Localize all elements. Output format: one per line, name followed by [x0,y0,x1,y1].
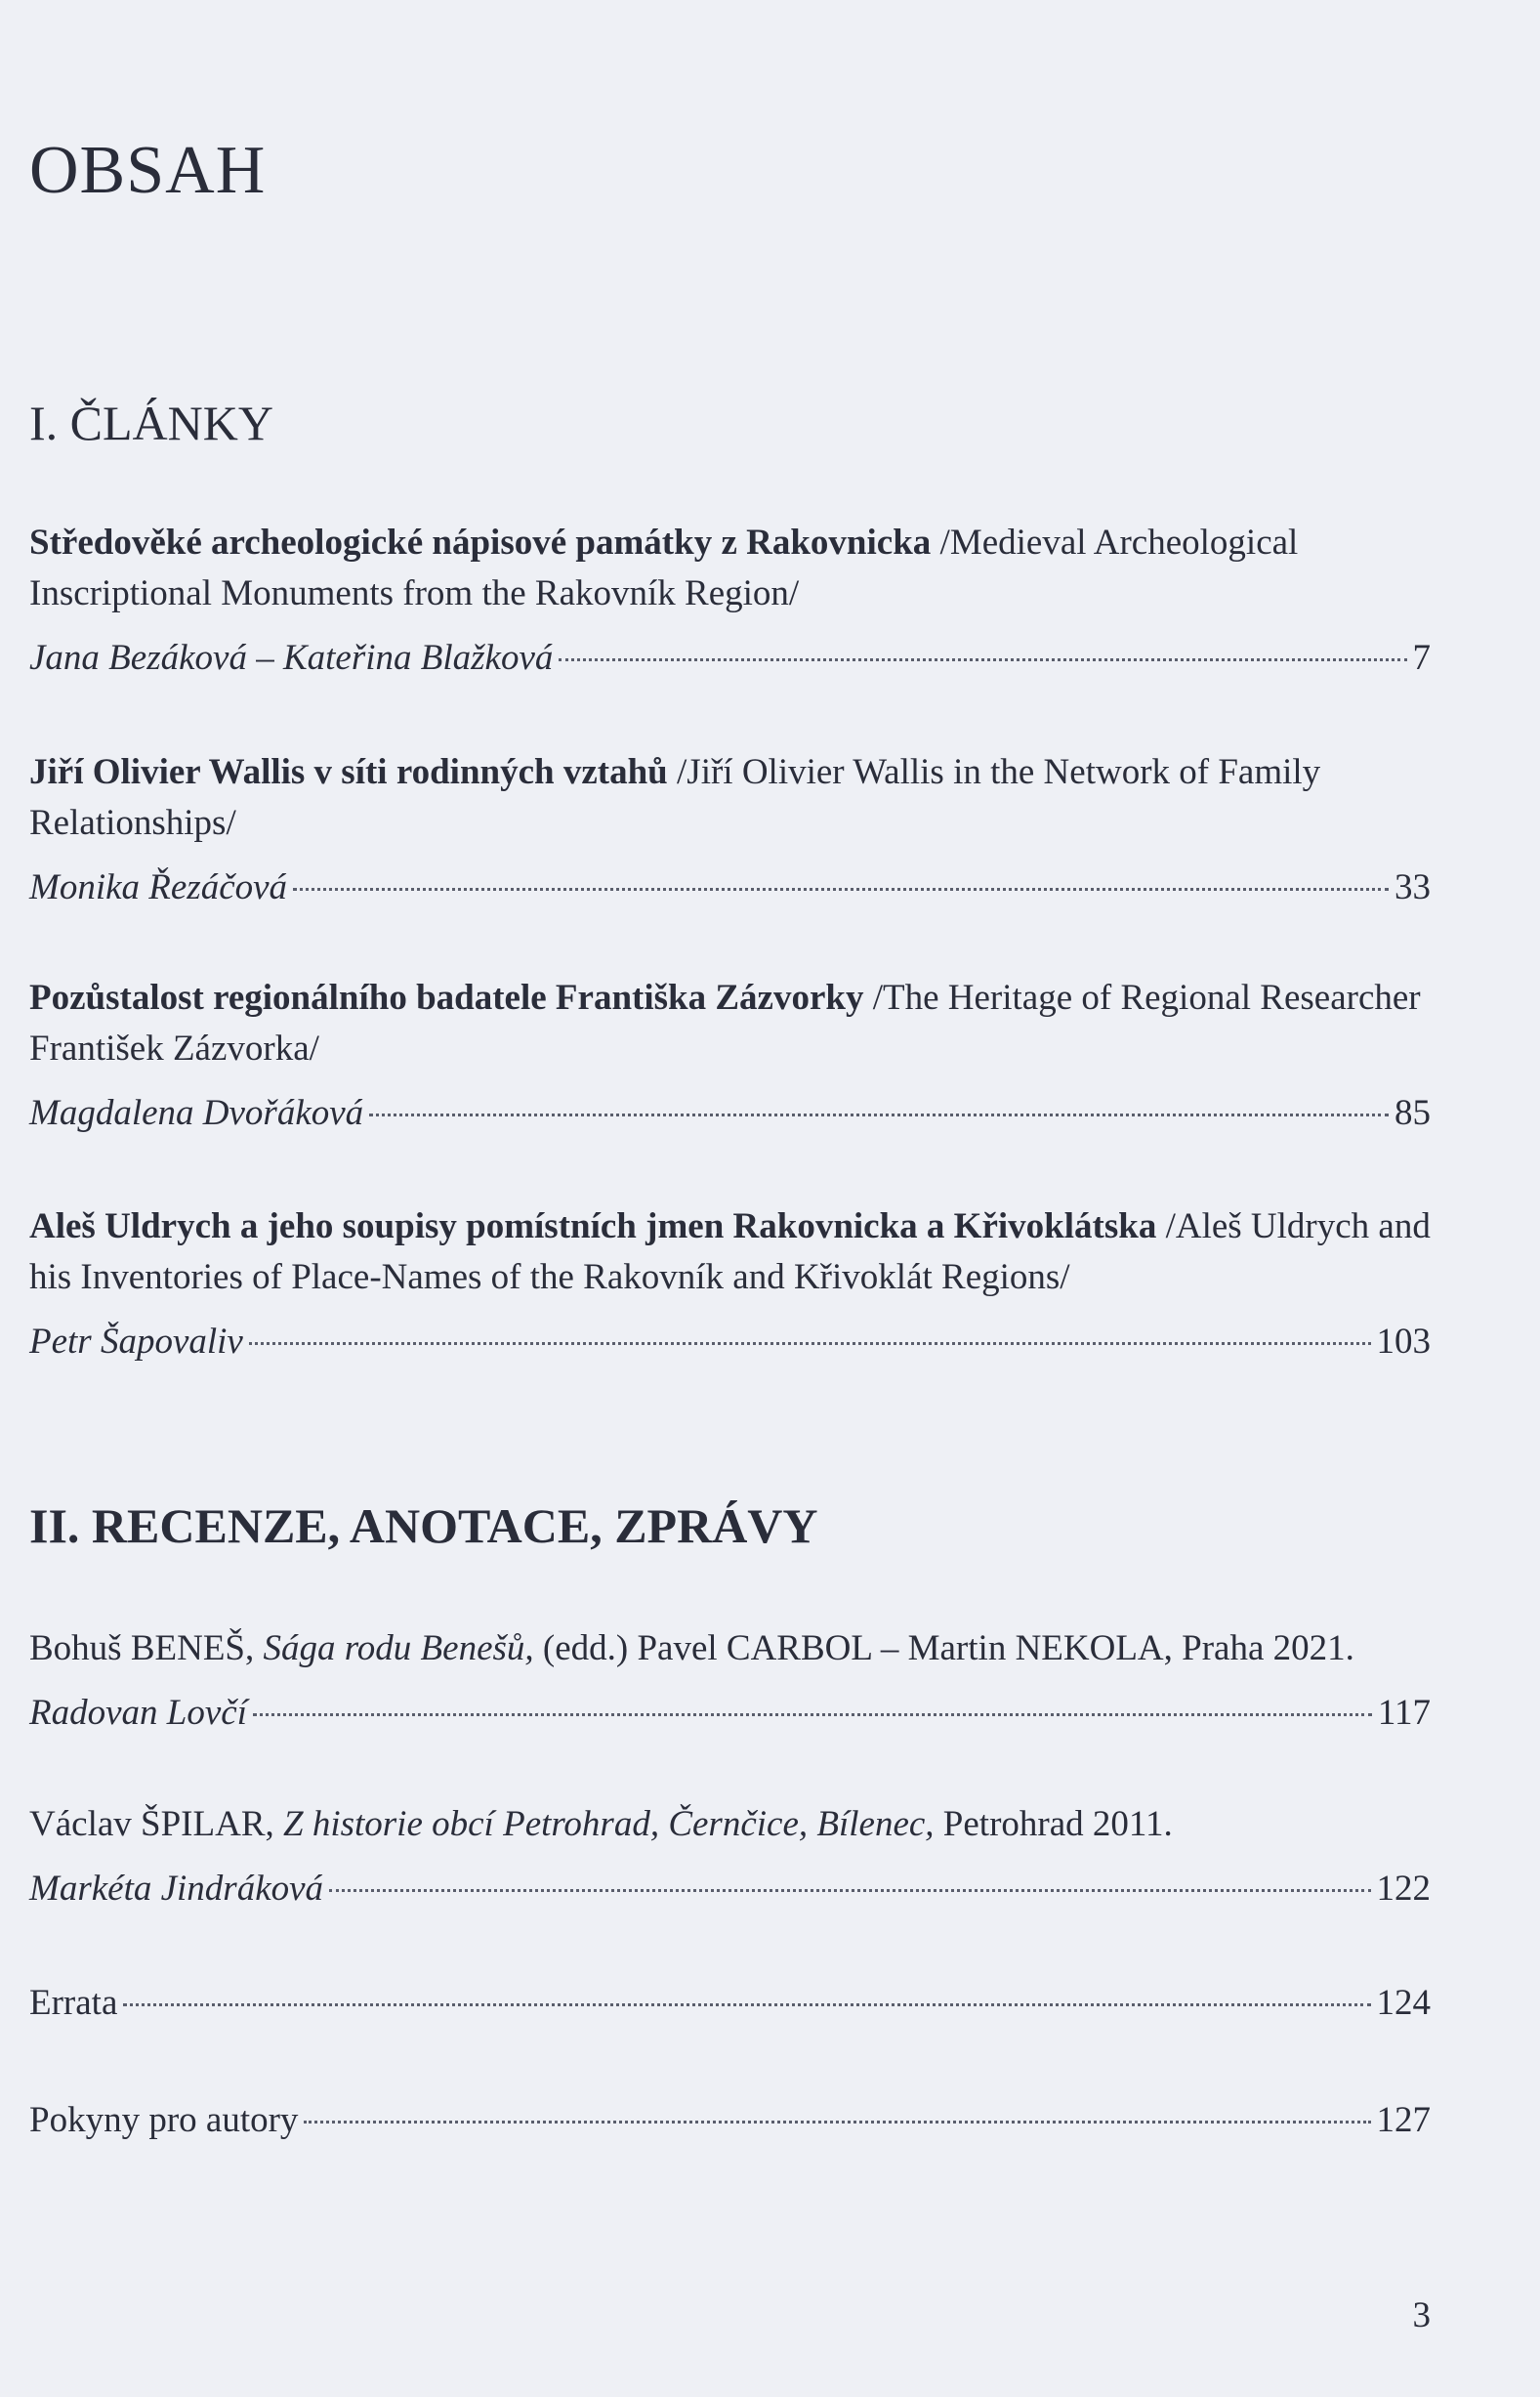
entry-subtitle: /Jiří Olivier Wallis in the Network of Family Relationships/ [29,752,1321,843]
review-publication: (edd.) Pavel CARBOL – Martin NEKOLA, Praha 2021. [533,1628,1354,1668]
entry-author: Jana Bezáková – Kateřina Blažková [29,638,554,678]
leader-dots [123,2003,1370,2006]
entry-page: 103 [1376,1322,1431,1362]
entry-author-line [29,1864,1431,1914]
toc-entry [29,518,1436,684]
section-heading-reviews: II. RECENZE, ANOTACE, ZPRÁVY [29,1498,818,1553]
review-author-name: Bohuš BENEŠ, [29,1628,264,1668]
extra-line [29,2095,1431,2146]
entry-title-bold: Jiří Olivier Wallis v síti rodinných vztahů [29,752,668,792]
entry-title [29,518,1436,619]
entry-page: 124 [1376,1983,1431,2023]
leader-dots [249,1342,1371,1345]
entry-author: Magdalena Dvořáková [29,1093,364,1133]
entry-subtitle: /The Heritage of Regional Researcher František Zázvorka/ [29,978,1421,1069]
review-book-title: Sága rodu Benešů, [263,1628,534,1668]
entry-author-line [29,1088,1431,1139]
leader-dots [559,658,1406,661]
extra-label: Errata [29,1983,118,2023]
leader-dots [304,2121,1370,2124]
toc-entry [29,747,1436,913]
review-publication: Petrohrad 2011. [934,1804,1173,1844]
entry-page: 117 [1377,1693,1431,1733]
entry-author: Petr Šapovaliv [29,1322,243,1362]
entry-page: 85 [1394,1093,1431,1133]
entry-title-bold: Pozůstalost regionálního badatele Františka Zázvorky [29,978,864,1018]
leader-dots [293,888,1389,891]
toc-entry [29,973,1436,1139]
entry-author-line [29,1688,1431,1739]
entry-author-line [29,633,1431,684]
entry-subtitle: /Aleš Uldrych and his Inventories of Place-Names of the Rakovník and Křivoklát Regions/ [29,1206,1431,1297]
page-number: 3 [1412,2295,1431,2335]
entry-title [29,1201,1436,1303]
entry-page: 33 [1394,867,1431,907]
entry-author-line [29,862,1431,913]
entry-title [29,747,1436,849]
entry-page: 127 [1376,2100,1431,2140]
entry-page: 122 [1376,1869,1431,1909]
review-citation [29,1623,1436,1674]
review-author-name: Václav ŠPILAR, [29,1804,283,1844]
entry-title [29,973,1436,1074]
entry-title-bold: Středověké archeologické nápisové památky z Rakovnicka [29,523,932,563]
reviewer: Radovan Lovčí [29,1693,247,1733]
entry-page: 7 [1412,638,1431,678]
review-book-title: Z historie obcí Petrohrad, Černčice, Bílenec, [283,1804,935,1844]
toc-entry [29,1201,1436,1367]
entry-author-line [29,1317,1431,1367]
section-heading-articles: I. ČLÁNKY [29,396,273,450]
leader-dots [329,1889,1370,1892]
entry-subtitle: /Medieval Archeological Inscriptional Monuments from the Rakovník Region/ [29,523,1299,613]
entry-author: Monika Řezáčová [29,867,288,907]
reviewer: Markéta Jindráková [29,1869,324,1909]
leader-dots [253,1713,1372,1716]
entry-title-bold: Aleš Uldrych a jeho soupisy pomístních jmen Rakovnicka a Křivoklátska [29,1206,1157,1246]
toc-extra-entry [29,1978,1436,2029]
review-entry [29,1623,1436,1739]
leader-dots [369,1114,1389,1116]
toc-extra-entry [29,2095,1436,2146]
page-title: OBSAH [29,133,267,208]
extra-label: Pokyny pro autory [29,2100,299,2140]
extra-line [29,1978,1431,2029]
review-entry [29,1799,1436,1914]
review-citation [29,1799,1436,1850]
